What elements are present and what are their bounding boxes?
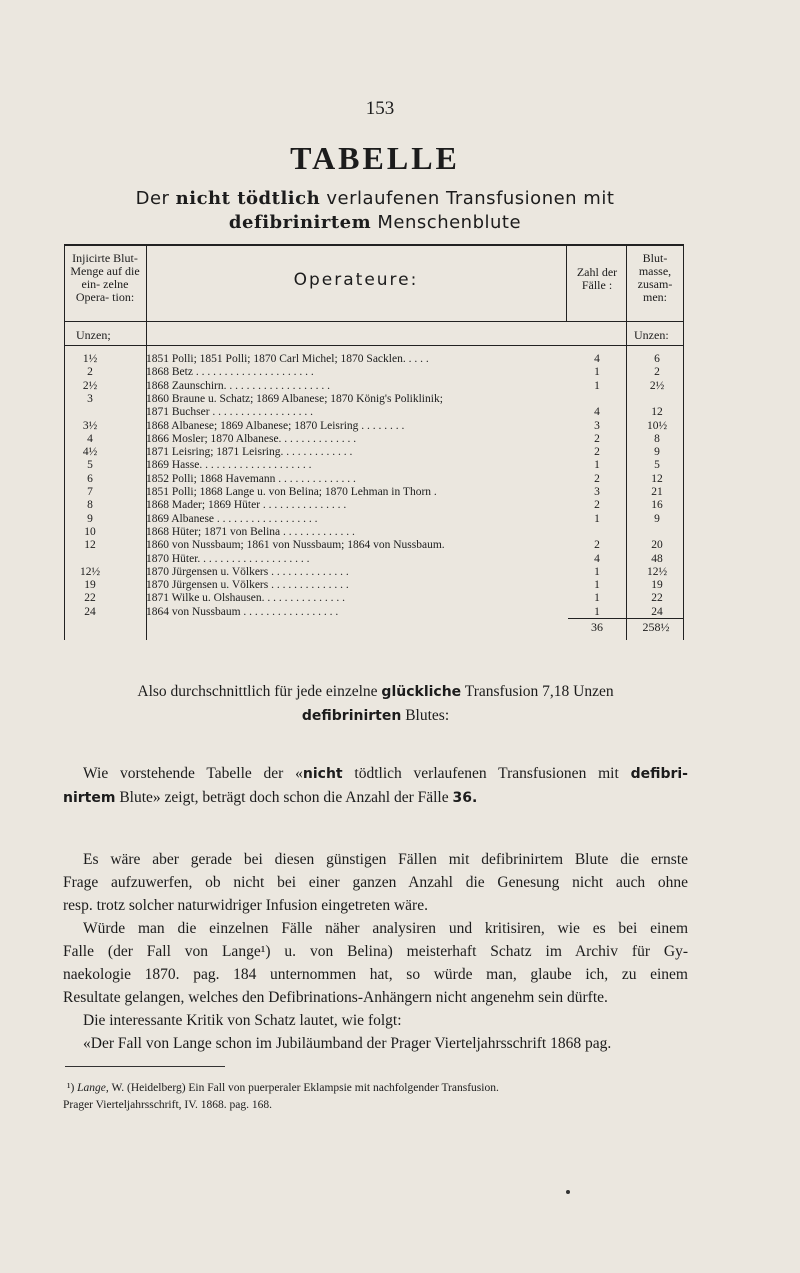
cell-cases: 2 (594, 446, 600, 459)
subtitle-post-1: verlaufenen Transfusionen mit (326, 188, 615, 209)
table-row (64, 419, 684, 433)
para2-line: Es wäre aber gerade bei diesen günstigen Fällen mit defibrinirtem Blute die ernste (83, 851, 688, 868)
subtitle-pre: Der (135, 188, 170, 209)
cell-quantity: 12 (84, 539, 96, 552)
cell-quantity: 3 (87, 392, 93, 405)
paragraph-2 (63, 848, 688, 917)
table-header-rule (64, 321, 684, 322)
header-cases: Zahl der Fälle : (576, 265, 618, 292)
cell-cases: 2 (594, 539, 600, 552)
cell-operators: 1860 von Nussbaum; 1861 von Nussbaum; 1864 von Nussbaum. (146, 539, 445, 552)
cell-blood-mass: 12½ (646, 565, 668, 578)
avg-post: Blutes: (405, 707, 450, 724)
cell-cases: 1 (594, 605, 600, 618)
cell-quantity: 8 (87, 499, 93, 512)
cell-cases: 3 (594, 486, 600, 498)
table-row (64, 525, 684, 539)
average-paragraph (63, 680, 688, 728)
cell-quantity: 4½ (82, 446, 98, 459)
cell-cases: 4 (594, 552, 600, 565)
cell-blood-mass: 2½ (649, 379, 665, 392)
para1-emphasis-nicht: nicht (302, 766, 343, 782)
cell-blood-mass: 2 (654, 366, 660, 379)
avg-mid: Transfusion 7,18 Unzen (464, 683, 614, 700)
cell-operators: 1871 Leisring; 1871 Leisring. . . . . . . . . . . . . (146, 446, 353, 459)
cell-blood-mass: 10½ (646, 419, 668, 432)
table-row (64, 352, 684, 366)
footnote (63, 1080, 693, 1114)
page-number: 153 (365, 98, 395, 119)
header-operators: Operateure: (293, 270, 419, 290)
cell-quantity: 22 (84, 592, 96, 605)
cell-cases: 2 (594, 432, 600, 445)
cell-operators: 1868 Zaunschirn. . . . . . . . . . . . . . . . . . . (146, 379, 330, 392)
table-row (64, 379, 684, 393)
paragraph-3 (63, 917, 688, 1055)
cell-cases: 3 (594, 419, 600, 432)
unit-right: Unzen: (634, 328, 669, 342)
para3-line: Resultate gelangen, welches den Defibrinations-Anhängern nicht angenehm sein dürfte. (63, 989, 608, 1006)
cell-cases: 4 (594, 353, 600, 365)
cell-blood-mass: 20 (651, 539, 663, 552)
cell-quantity: 24 (84, 605, 96, 618)
cell-quantity: 12½ (79, 565, 101, 578)
header-quantity: Injicirte Blut-Menge auf die ein- zelne Opera- tion: (70, 251, 140, 304)
cell-quantity: 19 (84, 579, 96, 592)
cell-blood-mass: 6 (654, 353, 660, 365)
cell-cases: 1 (594, 579, 600, 592)
table-row (64, 365, 684, 379)
cell-operators: 1870 Jürgensen u. Völkers . . . . . . . . . . . . . . (146, 565, 349, 578)
cell-cases: 1 (594, 565, 600, 578)
cell-blood-mass: 9 (654, 512, 660, 525)
footnote-author: Lange, (77, 1082, 109, 1094)
cell-operators: 1870 Hüter. . . . . . . . . . . . . . . . . . . . (146, 552, 310, 565)
cell-operators: 1868 Hüter; 1871 von Belina . . . . . . . . . . . . . (146, 525, 355, 538)
transfusion-table (64, 244, 684, 640)
cell-cases: 2 (594, 499, 600, 512)
cell-blood-mass: 48 (651, 552, 663, 565)
cell-cases: 1 (594, 592, 600, 605)
cell-operators: 1866 Mosler; 1870 Albanese. . . . . . . . . . . . . . (146, 432, 357, 445)
cell-quantity: 3½ (82, 419, 98, 432)
table-row (64, 538, 684, 552)
paragraph-4: Die interessante Kritik von Schatz lautet, wie folgt: (83, 1012, 402, 1029)
unit-left: Unzen; (76, 328, 111, 342)
para1-emphasis-number: 36. (452, 790, 478, 806)
para1-text-c: tödtlich verlaufenen Transfusionen mit (342, 765, 631, 782)
table-row (64, 578, 684, 592)
subtitle-emphasis-2: defibrinirtem (228, 212, 372, 233)
cell-operators: 1868 Betz . . . . . . . . . . . . . . . . . . . . . (146, 366, 314, 379)
paragraph-1 (63, 762, 688, 810)
cell-quantity: 1½ (82, 353, 98, 365)
ink-speck (566, 1190, 570, 1194)
cell-blood-mass: 19 (651, 579, 663, 592)
cell-operators: 1864 von Nussbaum . . . . . . . . . . . . . . . . . (146, 605, 339, 618)
table-row (64, 472, 684, 486)
cell-blood-mass: 5 (654, 459, 660, 472)
sum-cases: 36 (591, 620, 603, 634)
cell-quantity: 2 (87, 366, 93, 379)
table-col-divider-2 (566, 244, 567, 322)
cell-blood-mass: 12 (651, 406, 663, 419)
table-row (64, 405, 684, 419)
table-row (64, 392, 684, 406)
cell-blood-mass: 21 (651, 486, 663, 498)
table-row (64, 605, 684, 619)
subtitle-post-2: Menschenblute (377, 212, 522, 233)
table-row (64, 445, 684, 459)
paragraph-5: «Der Fall von Lange schon im Jubiläumband der Prager Vierteljahrsschrift 1868 pag. (83, 1035, 612, 1052)
cell-blood-mass: 8 (654, 432, 660, 445)
table-unit-rule (64, 345, 684, 346)
avg-emphasis-1: glückliche (381, 684, 462, 700)
sum-blood-mass: 258½ (642, 620, 670, 634)
cell-quantity: 6 (87, 472, 93, 485)
cell-operators: 1852 Polli; 1868 Havemann . . . . . . . . . . . . . . (146, 472, 356, 485)
cell-cases: 1 (594, 366, 600, 379)
cell-blood-mass: 12 (651, 472, 663, 485)
table-row (64, 458, 684, 472)
cell-operators: 1860 Braune u. Schatz; 1869 Albanese; 1870 König's Poliklinik; (146, 392, 443, 405)
para2-line-last: resp. trotz solcher naturwidriger Infusion eingetreten wäre. (63, 897, 428, 914)
cell-operators: 1871 Wilke u. Olshausen. . . . . . . . . . . . . . . (146, 592, 345, 605)
footnote-line-1 (63, 1080, 693, 1097)
cell-blood-mass: 22 (651, 592, 663, 605)
table-row (64, 485, 684, 499)
para2-line: Frage aufzuwerfen, ob nicht bei einer ganzen Anzahl die Genesung nicht auch ohne (63, 874, 688, 891)
table-row (64, 498, 684, 512)
para3-line: Würde man die einzelnen Fälle näher analysiren und kritisiren, wie es bei einem (83, 920, 688, 937)
cell-operators: 1870 Jürgensen u. Völkers . . . . . . . . . . . . . . (146, 579, 349, 592)
table-top-rule (64, 244, 684, 246)
cell-quantity: 10 (84, 525, 96, 538)
cell-blood-mass: 24 (651, 605, 663, 618)
cell-operators: 1868 Albanese; 1869 Albanese; 1870 Leisring . . . . . . . . (146, 419, 405, 432)
cell-operators: 1869 Albanese . . . . . . . . . . . . . . . . . . (146, 512, 318, 525)
table-row (64, 552, 684, 566)
subtitle-emphasis-1: nicht tödtlich (175, 188, 321, 209)
cell-quantity: 2½ (82, 379, 98, 392)
cell-cases: 1 (594, 379, 600, 392)
page-title: TABELLE (290, 140, 460, 176)
para1-text-a: Wie vorstehende Tabelle der « (83, 765, 303, 782)
cell-cases: 2 (594, 472, 600, 485)
footnote-line-2: Prager Vierteljahrsschrift, IV. 1868. pag. 168. (63, 1099, 273, 1111)
para3-line: Falle (der Fall von Lange¹) u. von Belina) meisterhaft Schatz im Archiv für Gy- (63, 943, 688, 960)
cell-quantity: 7 (87, 486, 93, 498)
cell-operators: 1868 Mader; 1869 Hüter . . . . . . . . . . . . . . . (146, 499, 347, 512)
cell-quantity: 9 (87, 512, 93, 525)
para1-emphasis-defibri: defibri- (630, 766, 688, 782)
subtitle-line-1 (0, 188, 750, 209)
cell-cases: 4 (594, 406, 600, 419)
subtitle-line-2 (0, 212, 750, 233)
cell-cases: 1 (594, 512, 600, 525)
para1-text-f: Blute» zeigt, beträgt doch schon die Anzahl der Fälle (115, 789, 453, 806)
header-blood-mass: Blut- masse, zusam- men: (637, 251, 673, 304)
avg-pre: Also durchschnittlich für jede einzelne (137, 683, 378, 700)
footnote-rule (65, 1066, 225, 1067)
cell-cases: 1 (594, 459, 600, 472)
footnote-text-1: W. (Heidelberg) Ein Fall von puerperaler Eklampsie mit nachfolgender Transfusion. (108, 1082, 499, 1094)
avg-emphasis-2: defibrinirten (301, 708, 402, 724)
table-row (64, 565, 684, 579)
cell-blood-mass: 9 (654, 446, 660, 459)
cell-blood-mass: 16 (651, 499, 663, 512)
footnote-mark: ¹) (67, 1082, 75, 1094)
para1-emphasis-nirtem: nirtem (63, 790, 116, 806)
table-row (64, 432, 684, 446)
cell-operators: 1871 Buchser . . . . . . . . . . . . . . . . . . (146, 406, 314, 419)
cell-quantity: 5 (87, 459, 93, 472)
para3-line: naekologie 1870. pag. 184 unternommen hat, so würde man, glaube ich, zu einem (63, 966, 688, 983)
cell-operators: 1851 Polli; 1851 Polli; 1870 Carl Michel; 1870 Sacklen. . . . . (146, 353, 429, 365)
cell-quantity: 4 (87, 432, 93, 445)
table-row (64, 591, 684, 605)
table-row (64, 512, 684, 526)
cell-operators: 1851 Polli; 1868 Lange u. von Belina; 1870 Lehman in Thorn . (146, 486, 437, 498)
cell-operators: 1869 Hasse. . . . . . . . . . . . . . . . . . . . (146, 459, 312, 472)
